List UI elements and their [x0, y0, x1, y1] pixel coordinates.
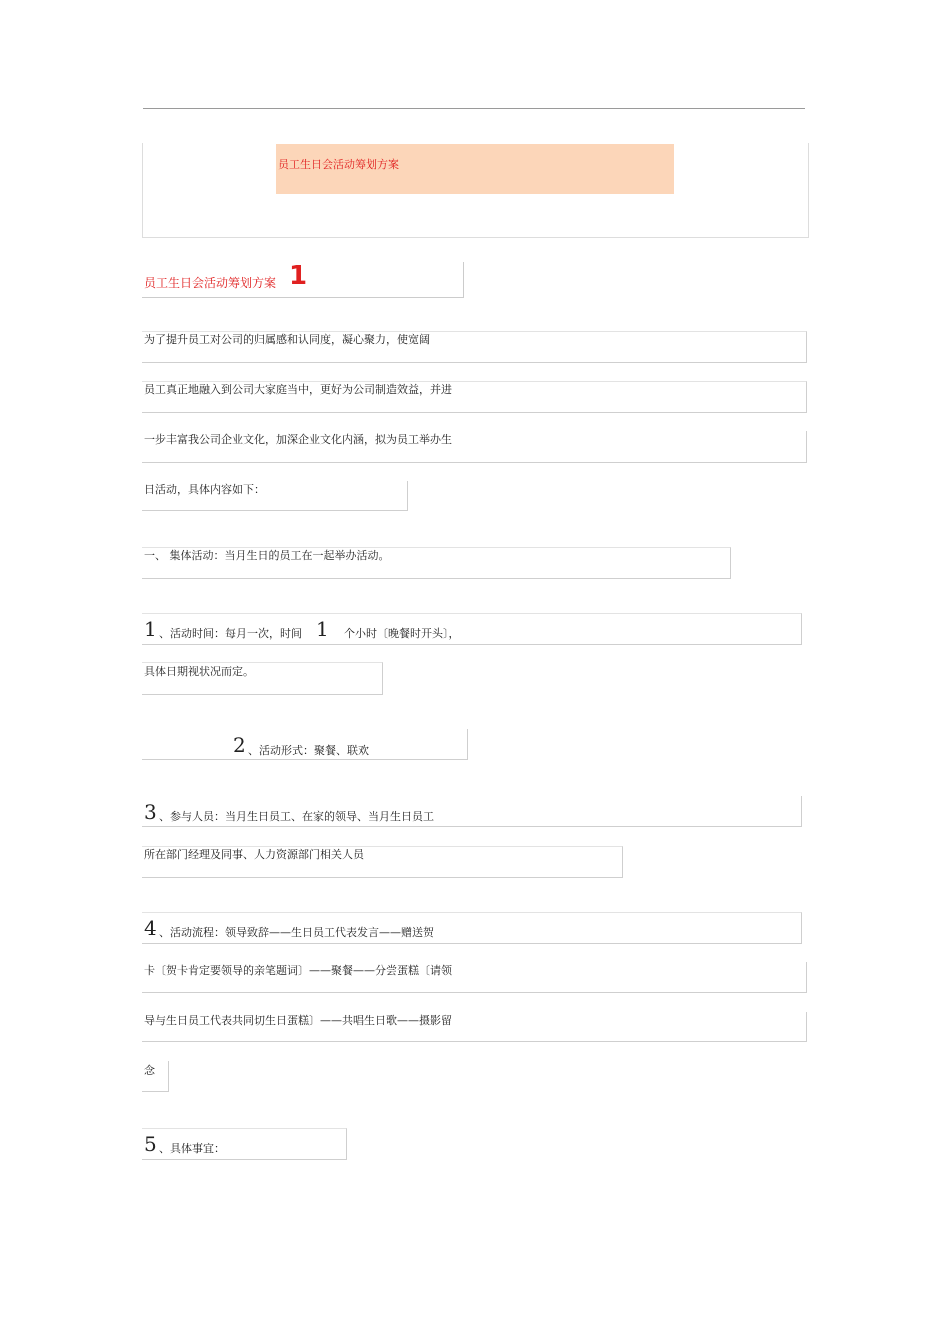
document-title: 员工生日会活动筹划方案 — [144, 276, 277, 290]
section-heading: 一、 集体活动：当月生日的员工在一起举办活动。 — [144, 549, 390, 562]
item-inline-number: 1 — [316, 617, 329, 641]
item-continuation: 所在部门经理及同事、人力资源部门相关人员 — [144, 848, 364, 861]
item-text: 、活动流程：领导致辞——生日员工代表发言——赠送贺 — [159, 926, 434, 939]
item-text: 、参与人员：当月生日员工、在家的领导、当月生日员工 — [159, 810, 434, 823]
item-text: 、活动时间：每月一次，时间 — [159, 627, 302, 640]
item-number: 5 — [144, 1132, 157, 1156]
item-number: 1 — [144, 617, 157, 641]
item-continuation: 卡〔贺卡肯定要领导的亲笔题词〕——聚餐——分尝蛋糕〔请领 — [144, 964, 452, 977]
item-text: 、活动形式：聚餐、联欢 — [248, 744, 369, 757]
item-text: 个小时〔晚餐时开头〕， — [344, 627, 460, 640]
item-number: 3 — [144, 800, 157, 824]
intro-line-1: 为了提升员工对公司的归属感和认同度，凝心聚力，使宽阔 — [144, 333, 430, 346]
intro-line-4: 日活动，具体内容如下： — [144, 483, 265, 496]
item-continuation: 导与生日员工代表共同切生日蛋糕〕——共唱生日歌——摄影留 — [144, 1014, 452, 1027]
item-number: 2 — [233, 733, 246, 757]
item-continuation: 念 — [144, 1064, 155, 1077]
header-title: 员工生日会活动筹划方案 — [278, 158, 399, 171]
intro-line-2: 员工真正地融入到公司大家庭当中，更好为公司制造效益，并进 — [144, 383, 452, 396]
document-title-number: 1 — [289, 261, 308, 291]
item-number: 4 — [144, 916, 157, 940]
intro-line-3: 一步丰富我公司企业文化，加深企业文化内涵，拟为员工举办生 — [144, 433, 452, 446]
top-rule — [143, 108, 805, 109]
item-text: 、具体事宜： — [159, 1142, 225, 1155]
item-continuation: 具体日期视状况而定。 — [144, 665, 254, 678]
